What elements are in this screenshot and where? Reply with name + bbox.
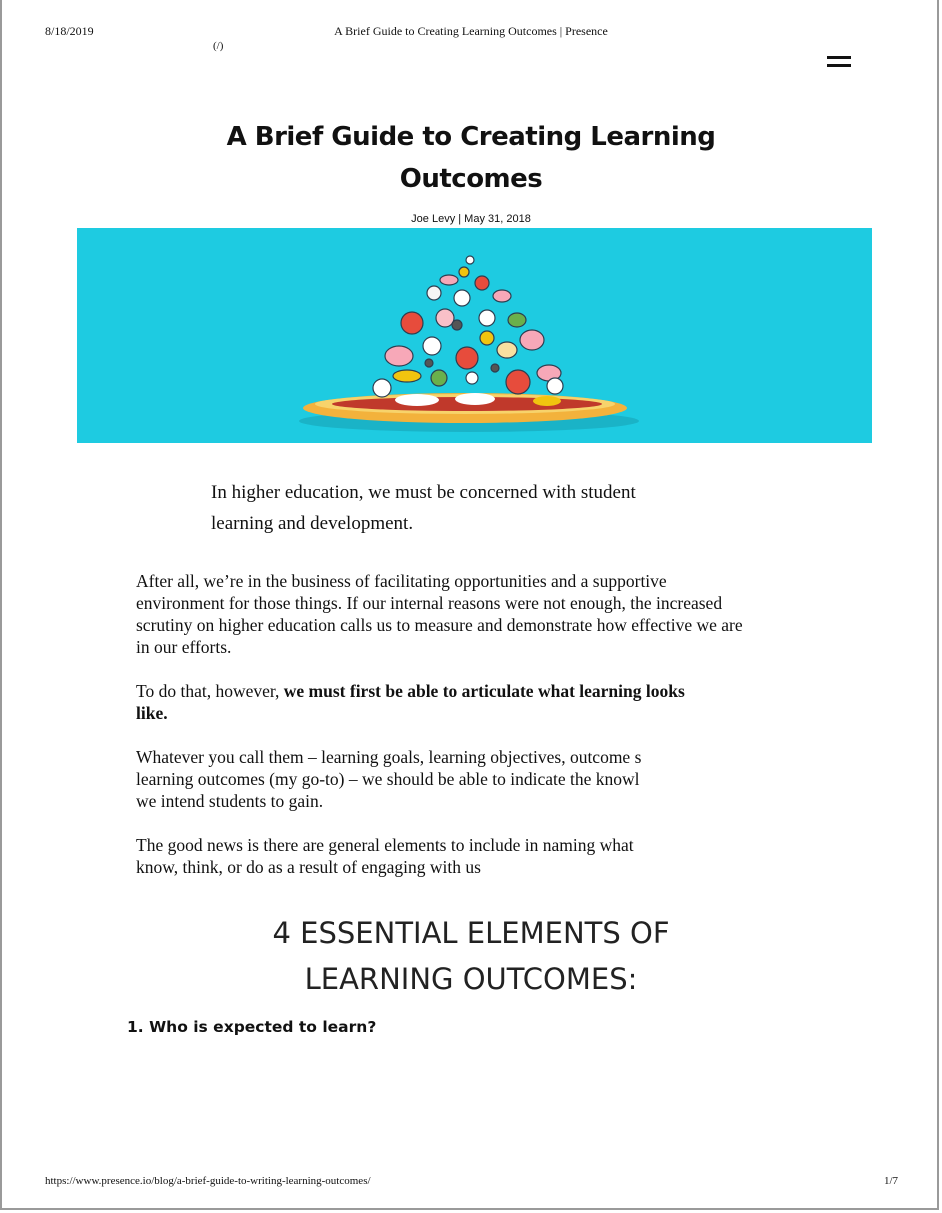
element-1-heading: 1. Who is expected to learn?: [127, 1018, 377, 1036]
print-footer-url[interactable]: https://www.presence.io/blog/a-brief-guide-to-writing-learning-outcomes/: [45, 1175, 371, 1187]
paragraph-line: After all, we’re in the business of facilitating opportunities and a supportive: [136, 571, 667, 591]
site-logo-link[interactable]: (/): [213, 40, 224, 52]
paragraph-line: environment for those things. If our internal reasons were not enough, the increased: [136, 593, 723, 613]
lead-paragraph: [211, 477, 731, 539]
section-heading: [0, 910, 942, 1002]
print-date: 8/18/2019: [45, 24, 94, 38]
section-heading-line1: 4 ESSENTIAL ELEMENTS OF: [272, 916, 670, 950]
print-page-number: 1/7: [884, 1175, 899, 1187]
emphasis-text: we must first be able to articulate what learning looks: [283, 681, 685, 701]
print-page-title: A Brief Guide to Creating Learning Outcomes | Presence: [334, 24, 608, 38]
body-paragraph-3: [136, 746, 736, 812]
article-title-line2: Outcomes: [399, 164, 543, 194]
body-paragraph-4: [136, 834, 736, 878]
lead-line: In higher education, we must be concerned with student: [211, 482, 636, 503]
section-heading-line2: LEARNING OUTCOMES:: [304, 962, 638, 996]
emphasis-text: like.: [136, 703, 168, 723]
paragraph-line: know, think, or do as a result of engaging with us: [136, 857, 481, 877]
paragraph-line: we intend students to gain.: [136, 791, 324, 811]
paragraph-line: in our efforts.: [136, 637, 232, 657]
pizza-toppings-illustration: [77, 228, 872, 443]
paragraph-line: scrutiny on higher education calls us to measure and demonstrate how effective we are: [136, 615, 743, 635]
body-paragraph-1: [136, 570, 846, 658]
paragraph-line: learning outcomes (my go-to) – we should be able to indicate the knowl: [136, 769, 640, 789]
article-byline: Joe Levy | May 31, 2018: [411, 213, 531, 225]
menu-bar: [827, 56, 851, 59]
paragraph-text: To do that, however,: [136, 681, 284, 701]
article-title-line1: A Brief Guide to Creating Learning: [226, 122, 716, 152]
article-title: [221, 116, 721, 200]
body-paragraph-2: [136, 680, 846, 724]
paragraph-line: The good news is there are general elements to include in naming what: [136, 835, 634, 855]
paragraph-line: Whatever you call them – learning goals, learning objectives, outcome s: [136, 747, 642, 767]
hero-image: [77, 228, 872, 443]
hamburger-menu-icon[interactable]: [827, 56, 851, 72]
menu-bar: [827, 64, 851, 67]
lead-line: learning and development.: [211, 513, 414, 534]
